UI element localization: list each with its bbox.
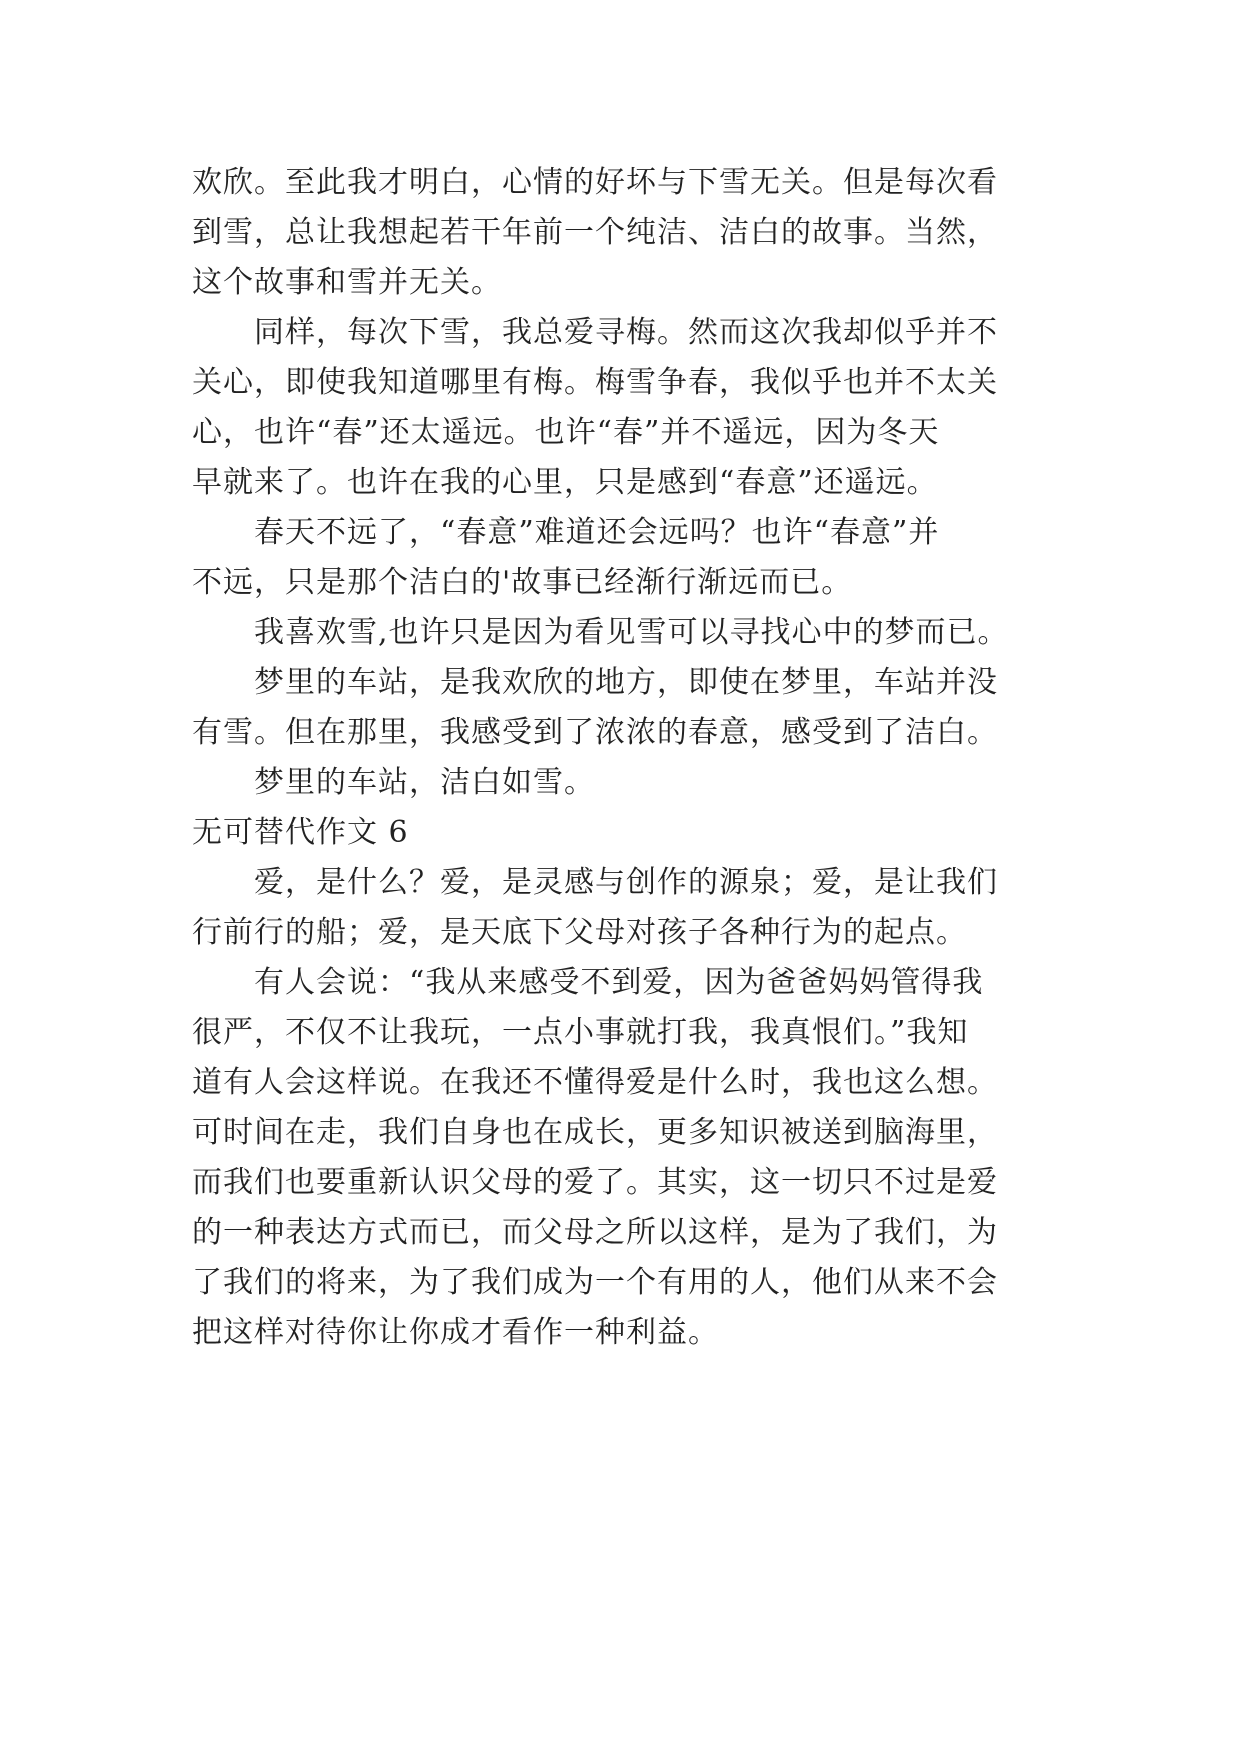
text-line: 到雪，总让我想起若干年前一个纯洁、洁白的故事。当然，	[192, 215, 998, 250]
text-line: 同样，每次下雪，我总爱寻梅。然而这次我却似乎并不	[192, 315, 998, 350]
paragraph	[192, 758, 1072, 808]
text-line: 早就来了。也许在我的心里，只是感到“春意”还遥远。	[192, 465, 938, 500]
paragraph	[192, 958, 1072, 1358]
text-line: 有雪。但在那里，我感受到了浓浓的春意，感受到了洁白。	[192, 715, 998, 750]
text-line: 关心，即使我知道哪里有梅。梅雪争春，我似乎也并不太关	[192, 365, 998, 400]
text-line: 有人会说：“我从来感受不到爱，因为爸爸妈妈管得我	[192, 965, 984, 1000]
text-line: 心，也许“春”还太遥远。也许“春”并不遥远，因为冬天	[192, 415, 940, 450]
paragraph	[192, 608, 1072, 658]
text-line: 我喜欢雪,也许只是因为看见雪可以寻找心中的梦而已。	[192, 615, 1009, 650]
text-line: 梦里的车站，洁白如雪。	[192, 765, 595, 800]
text-line: 道有人会这样说。在我还不懂得爱是什么时，我也这么想。	[192, 1065, 998, 1100]
section-heading: 无可替代作文 6	[192, 815, 409, 850]
text-line: 爱，是什么？爱，是灵感与创作的源泉；爱，是让我们	[192, 865, 998, 900]
paragraph	[192, 658, 1072, 758]
text-line: 而我们也要重新认识父母的爱了。其实，这一切只不过是爱	[192, 1165, 998, 1200]
paragraph	[192, 858, 1072, 958]
paragraph	[192, 158, 1072, 308]
text-line: 欢欣。至此我才明白，心情的好坏与下雪无关。但是每次看	[192, 165, 998, 200]
text-line: 不远，只是那个洁白的'故事已经渐行渐远而已。	[192, 565, 853, 600]
text-line: 可时间在走，我们自身也在成长，更多知识被送到脑海里，	[192, 1115, 998, 1150]
text-line: 把这样对待你让你成才看作一种利益。	[192, 1315, 719, 1350]
text-line: 这个故事和雪并无关。	[192, 265, 502, 300]
text-line: 梦里的车站，是我欢欣的地方，即使在梦里，车站并没	[192, 665, 998, 700]
paragraph	[192, 308, 1072, 508]
text-line: 的一种表达方式而已，而父母之所以这样，是为了我们，为	[192, 1215, 998, 1250]
text-line: 很严，不仅不让我玩，一点小事就打我，我真恨们。”我知	[192, 1015, 969, 1050]
paragraph	[192, 508, 1072, 608]
text-line: 了我们的将来，为了我们成为一个有用的人，他们从来不会	[192, 1265, 998, 1300]
text-line: 春天不远了，“春意”难道还会远吗？也许“春意”并	[192, 515, 940, 550]
document-body	[192, 158, 1072, 1358]
text-line: 行前行的船；爱，是天底下父母对孩子各种行为的起点。	[192, 915, 967, 950]
